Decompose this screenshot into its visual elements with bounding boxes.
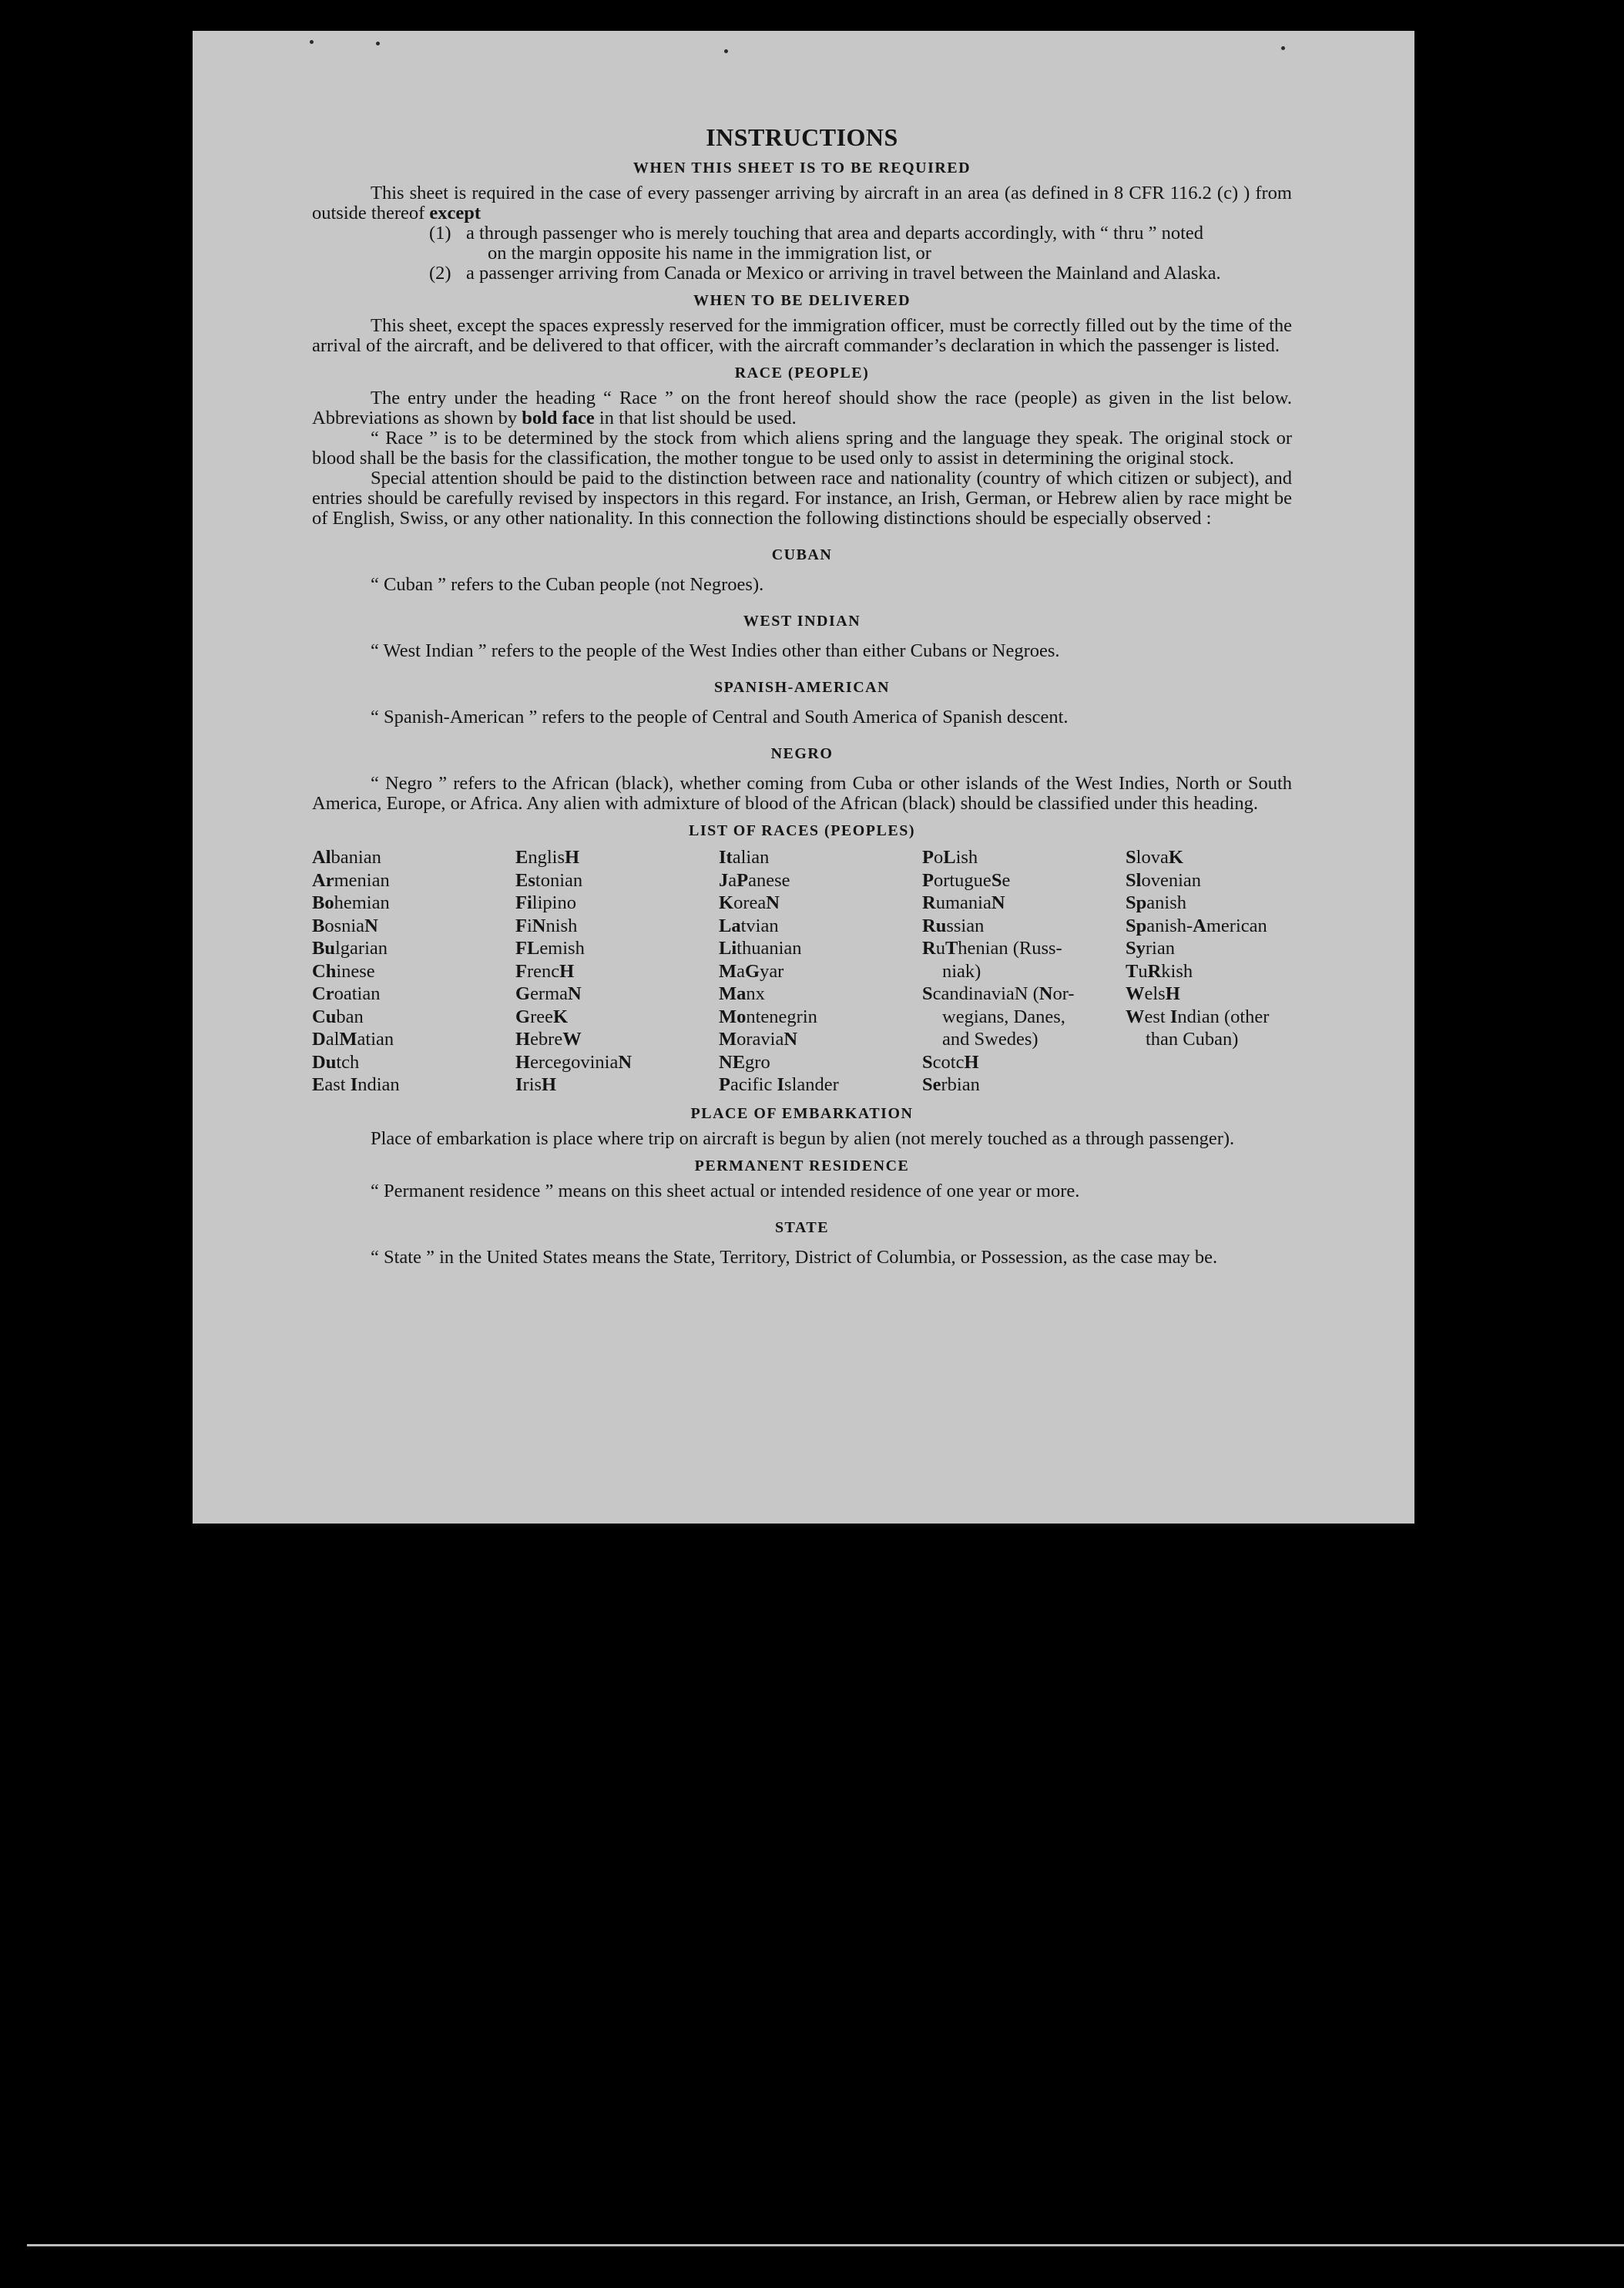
race-entry: GreeK [515,1006,569,1027]
race-entry: Spanish-American [1126,915,1267,936]
race-entry: GermaN [515,983,582,1004]
race-entry: FrencH [515,960,575,982]
speck-mark [310,40,314,44]
race-entry: Slovenian [1126,869,1202,891]
race-entry: Dutch [312,1051,360,1073]
speck-mark [1281,46,1285,50]
heading-permanent-residence: PERMANENT RESIDENCE [694,1157,910,1174]
exception-number: (1) [429,223,451,244]
race-entry: Lithuanian [719,938,802,959]
permanent-residence-text: “ Permanent residence ” means on this sheet actual or intended residence of one year or more. [371,1180,1080,1201]
race-p1-bold: bold face [522,408,595,428]
heading-when-delivered: WHEN TO BE DELIVERED [693,292,911,309]
document-sheet [193,31,1414,1524]
race-entry: Estonian [515,869,583,891]
race-entry: TuRkish [1126,960,1193,982]
speck-mark [724,49,728,53]
race-entry: Cuban [312,1006,364,1027]
race-entry: KoreaN [719,892,780,913]
race-entry: RumaniaN [922,892,1005,913]
embarkation-text: Place of embarkation is place where trip on aircraft is begun by alien (not merely touched as a through passenger). [371,1127,1235,1149]
exception-line: on the margin opposite his name in the immigration list, or [488,243,931,264]
when-delivered-text: This sheet, except the spaces expressly reserved for the immigration officer, must be correctly filled out by the time of the arrival of the aircraft, and be delivered to that officer, with the aircraft commander’s declaration in which the passenger is listed. [312,315,1292,356]
speck-mark [376,42,380,45]
page-title: INSTRUCTIONS [706,123,898,151]
race-entry: FLemish [515,938,585,959]
heading-west-indian: WEST INDIAN [743,613,861,630]
race-entry: FiNnish [515,915,578,936]
race-entry: Serbian [922,1074,980,1095]
heading-spanish-american: SPANISH-AMERICAN [713,679,891,696]
race-entry: Montenegrin [719,1006,817,1027]
bottom-rule [27,2244,1624,2246]
races-column [922,846,1126,1097]
race-entry: PortugueSe [922,869,1011,891]
race-entry: MaGyar [719,960,784,982]
race-entry: HebreW [515,1029,582,1050]
race-entry: wegians, Danes, [942,1006,1065,1027]
race-entry: niak) [942,960,981,982]
exception-list [429,223,1292,284]
exception-item-1 [429,223,1292,264]
heading-state: STATE [774,1218,830,1236]
race-entry: JaPanese [719,869,790,891]
heading-embarkation: PLACE OF EMBARKATION [690,1104,914,1122]
race-entry: Latvian [719,915,779,936]
race-entry: Croatian [312,983,381,1004]
cuban-text: “ Cuban ” refers to the Cuban people (not Negroes). [371,574,764,595]
race-entry: than Cuban) [1146,1029,1239,1050]
race-entry: East Indian [312,1074,400,1095]
race-entry: IrisH [515,1074,557,1095]
race-p1-text-end: in that list should be used. [594,408,797,428]
race-entry: EnglisH [515,847,580,868]
race-entry: MoraviaN [719,1029,798,1050]
heading-race: RACE (PEOPLE) [734,365,870,381]
intro-text: This sheet is required in the case of every passenger arriving by aircraft in an area (as defined in 8 CFR 116.2 (c) ) from outside thereof [312,183,1292,223]
race-entry: Pacific Islander [719,1074,839,1095]
when-required-intro [312,183,1292,223]
races-column [312,846,515,1097]
exception-item-2 [429,264,1292,284]
race-entry: Filipino [515,892,576,913]
race-entry: and Swedes) [942,1029,1038,1050]
race-entry: Chinese [312,960,375,982]
race-p1-text: The entry under the heading “ Race ” on the front hereof should show the race (people) as given in the list below. Abbreviations as shown by [312,388,1292,428]
race-entry: Italian [719,847,770,868]
race-entry: ScandinaviaN (Nor- [922,983,1075,1004]
exception-text: a passenger arriving from Canada or Mexico or arriving in travel between the Mainland and Alaska. [466,263,1221,284]
heading-cuban: CUBAN [771,546,833,563]
race-entry: West Indian (other [1126,1006,1270,1027]
race-paragraph-1 [312,388,1292,428]
race-entry: DalMatian [312,1029,394,1050]
race-entry: Russian [922,915,985,936]
race-entry: Bohemian [312,892,390,913]
race-entry: NEgro [719,1051,770,1073]
race-entry: Manx [719,983,765,1004]
race-entry: Spanish [1126,892,1186,913]
race-entry: SlovaK [1126,847,1183,868]
races-table [312,846,1292,1097]
race-paragraph-3: Special attention should be paid to the distinction between race and nationality (country of which citizen or subject), and entries should be carefully revised by inspectors in this regard. For instance, an Irish, German, or Hebrew alien by race might be of English, Swiss, or any other nationality. In this connection the following distinctions should be especially observed : [312,468,1292,529]
race-entry: RuThenian (Russ- [922,938,1062,959]
race-entry: Armenian [312,869,390,891]
intro-bold-except: except [429,203,481,223]
west-indian-text: “ West Indian ” refers to the people of the West Indies other than either Cubans or Negroes. [371,640,1060,661]
races-column [719,846,922,1097]
race-entry: ScotcH [922,1051,979,1073]
spanish-american-text: “ Spanish-American ” refers to the people of Central and South America of Spanish descent. [371,707,1069,727]
negro-text: “ Negro ” refers to the African (black), whether coming from Cuba or other islands of the West Indies, North or South America, Europe, or Africa. Any alien with admixture of blood of the African (black) should be classified under this heading. [312,773,1292,814]
state-text: “ State ” in the United States means the State, Territory, District of Columbia, or Possession, as the case may be. [371,1246,1218,1268]
heading-when-required: WHEN THIS SHEET IS TO BE REQUIRED [632,160,971,176]
race-entry: Albanian [312,847,381,868]
race-entry: HercegoviniaN [515,1051,632,1073]
race-entry: PoLish [922,847,978,868]
exception-text [466,223,1292,264]
race-paragraph-2: “ Race ” is to be determined by the stock from which aliens spring and the language they speak. The original stock or blood shall be the basis for the classification, the mother tongue to be used only to assist in determining the original stock. [312,428,1292,469]
race-entry: BosniaN [312,915,378,936]
race-entry: Syrian [1126,938,1175,959]
races-column [1126,846,1289,1097]
exception-line: a through passenger who is merely touching that area and departs accordingly, with “ thru ” noted [466,223,1204,244]
heading-negro: NEGRO [770,745,834,762]
instructions-content [312,123,1292,1268]
race-entry: WelsH [1126,983,1180,1004]
exception-number: (2) [429,263,451,284]
races-column [515,846,719,1097]
heading-list-of-races: LIST OF RACES (PEOPLES) [688,822,915,839]
race-entry: Bulgarian [312,938,388,959]
